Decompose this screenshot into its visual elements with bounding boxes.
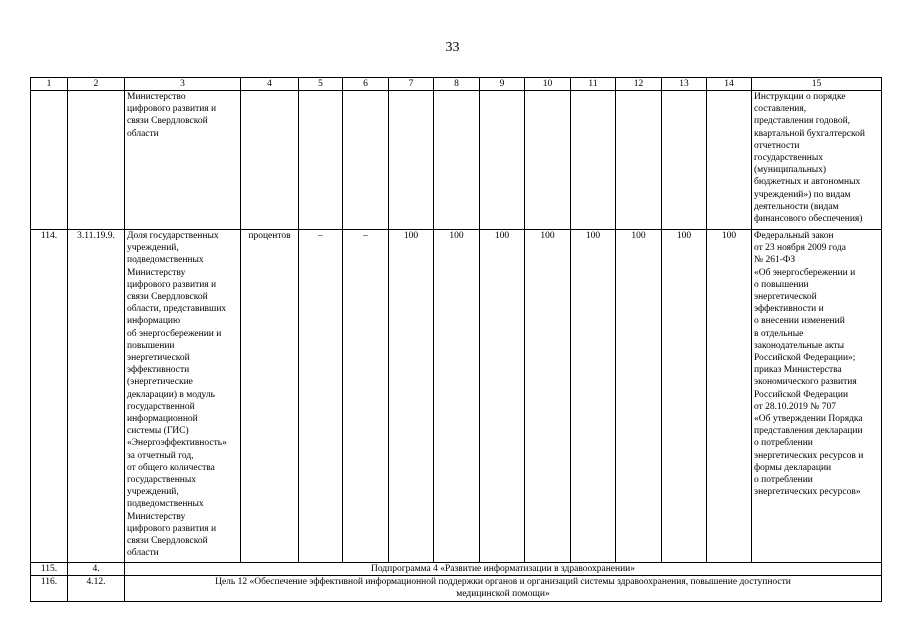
cell-empty bbox=[434, 91, 480, 230]
cell-code: 4.12. bbox=[68, 576, 125, 601]
column-number: 4 bbox=[241, 78, 299, 91]
cell-value: 100 bbox=[662, 230, 707, 563]
column-number: 12 bbox=[616, 78, 662, 91]
column-number-row bbox=[31, 78, 882, 91]
cell-empty bbox=[241, 91, 299, 230]
column-number: 14 bbox=[707, 78, 752, 91]
table-row-115 bbox=[31, 563, 882, 576]
cell-source: Федеральный закон от 23 ноября 2009 года № 261-ФЗ «Об энергосбережении и о повышении энергетической эффективности и о внесении изменений в отдельные законодательные акты Российской Федерации»; приказ Министерства экономического развития Российской Федерации от 28.10.2019 № 707 «Об утверждении Порядка представления декларации о потреблении энергетических ресурсов и формы декларации о потреблении энергетических ресурсов» bbox=[752, 230, 882, 563]
column-number: 3 bbox=[125, 78, 241, 91]
column-number: 11 bbox=[571, 78, 616, 91]
cell-empty bbox=[299, 91, 343, 230]
cell-value: 100 bbox=[707, 230, 752, 563]
column-number: 2 bbox=[68, 78, 125, 91]
cell-value: – bbox=[299, 230, 343, 563]
cell-value: – bbox=[343, 230, 389, 563]
column-number: 13 bbox=[662, 78, 707, 91]
cell-unit: процентов bbox=[241, 230, 299, 563]
column-number: 10 bbox=[525, 78, 571, 91]
cell-empty bbox=[616, 91, 662, 230]
cell-source: Инструкции о порядке составления, представления годовой, квартальной бухгалтерской отчетности государственных (муниципальных) бюджетных и автономных учреждений») по видам деятельности (видам финансового обеспечения) bbox=[752, 91, 882, 230]
cell-value: 100 bbox=[480, 230, 525, 563]
cell-value: 100 bbox=[525, 230, 571, 563]
column-number: 5 bbox=[299, 78, 343, 91]
cell-subprogram-title: Подпрограмма 4 «Развитие информатизации в здравоохранении» bbox=[125, 563, 882, 576]
cell-value: 100 bbox=[434, 230, 480, 563]
indicators-table bbox=[30, 77, 882, 602]
cell-row-number: 114. bbox=[31, 230, 68, 563]
table-row-116 bbox=[31, 576, 882, 601]
cell-value: 100 bbox=[389, 230, 434, 563]
cell-empty bbox=[707, 91, 752, 230]
cell-empty bbox=[68, 91, 125, 230]
column-number: 15 bbox=[752, 78, 882, 91]
cell-indicator-name: Доля государственных учреждений, подведомственных Министерству цифрового развития и связи Свердловской области, представивших информацию об энергосбережении и повышении энергетической эффективности (энергетические декларации) в модуль государственной информационной системы (ГИС) «Энергоэффективность» за отчетный год, от общего количества государственных учреждений, подведомственных Министерству цифрового развития и связи Свердловской области bbox=[125, 230, 241, 563]
column-number: 8 bbox=[434, 78, 480, 91]
cell-indicator-name: Министерство цифрового развития и связи Свердловской области bbox=[125, 91, 241, 230]
cell-empty bbox=[31, 91, 68, 230]
cell-goal-title: Цель 12 «Обеспечение эффективной информационной поддержки органов и организаций системы здравоохранения, повышение доступности медицинской помощи» bbox=[125, 576, 882, 601]
cell-empty bbox=[389, 91, 434, 230]
cell-value: 100 bbox=[616, 230, 662, 563]
page-number: 33 bbox=[445, 40, 460, 55]
cell-row-number: 115. bbox=[31, 563, 68, 576]
column-number: 6 bbox=[343, 78, 389, 91]
cell-empty bbox=[571, 91, 616, 230]
table-row-continuation bbox=[31, 91, 882, 230]
cell-empty bbox=[480, 91, 525, 230]
column-number: 7 bbox=[389, 78, 434, 91]
cell-code: 4. bbox=[68, 563, 125, 576]
cell-empty bbox=[343, 91, 389, 230]
cell-value: 100 bbox=[571, 230, 616, 563]
cell-code: 3.11.19.9. bbox=[68, 230, 125, 563]
column-number: 9 bbox=[480, 78, 525, 91]
cell-empty bbox=[662, 91, 707, 230]
cell-row-number: 116. bbox=[31, 576, 68, 601]
table-row-114 bbox=[31, 230, 882, 563]
column-number: 1 bbox=[31, 78, 68, 91]
cell-empty bbox=[525, 91, 571, 230]
